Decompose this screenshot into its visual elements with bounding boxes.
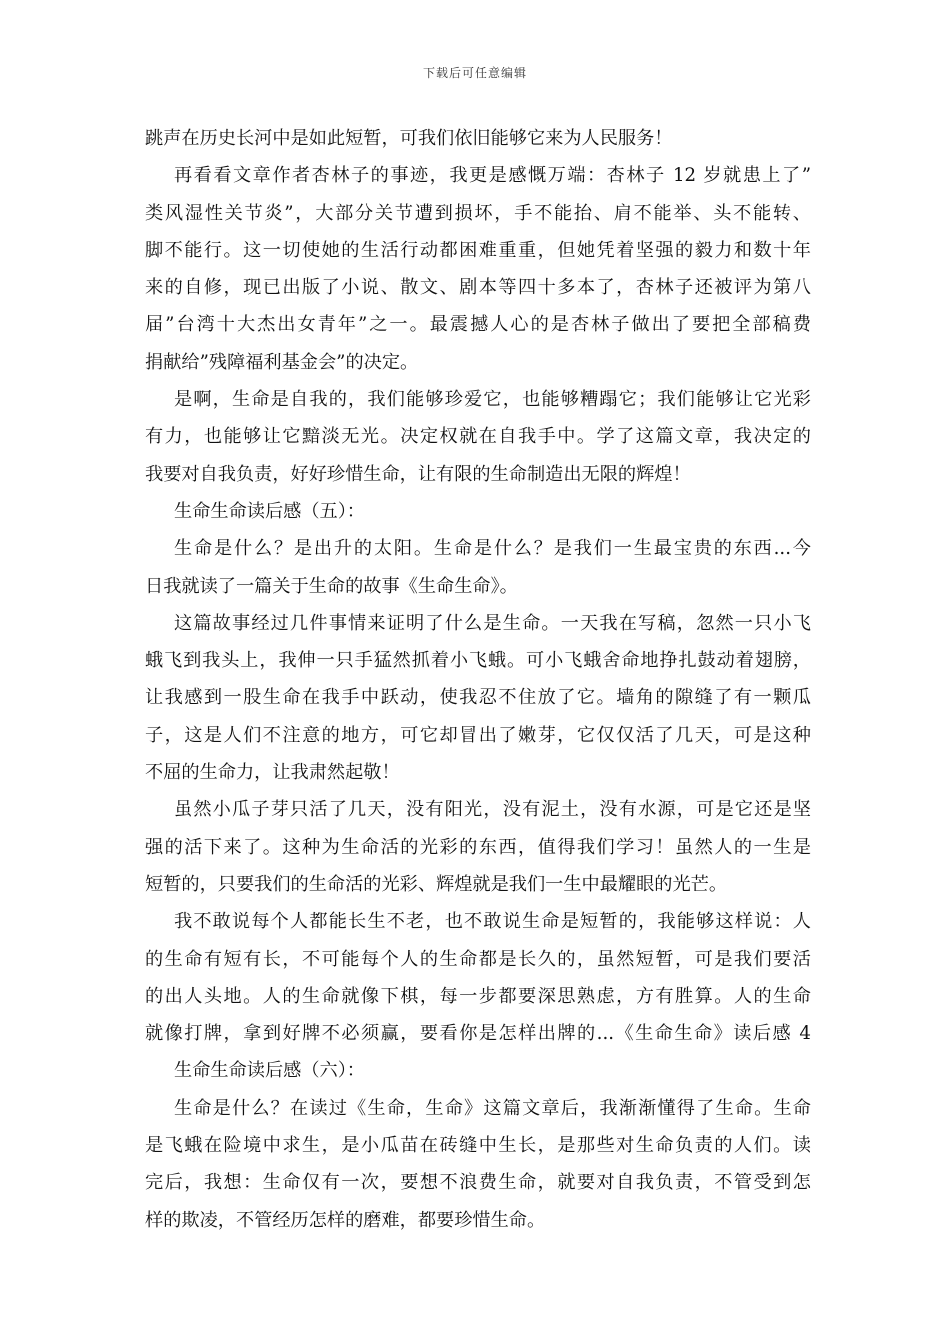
text-line-4: 脚不能行。这一切使她的生活行动都困难重重，但她凭着坚强的毅力和数十年 (145, 239, 811, 261)
section-heading-5: 生命生命读后感（五）： (174, 500, 365, 522)
text-line-14: 这篇故事经过几件事情来证明了什么是生命。一天我在写稿，忽然一只小飞 (174, 612, 811, 634)
text-line-1: 跳声在历史长河中是如此短暂，可我们依旧能够它来为人民服务！ (145, 128, 673, 149)
page-header: 下载后可任意编辑 (422, 66, 527, 80)
text-line-7: 捐献给”残障福利基金会”的决定。 (145, 351, 419, 373)
text-line-9: 有力，也能够让它黯淡无光。决定权就在自我手中。学了这篇文章，我决定的 (145, 426, 811, 448)
document-body (145, 120, 811, 1239)
text-line-28: 是飞蛾在险境中求生，是小瓜苗在砖缝中生长，是那些对生命负责的人们。读 (145, 1135, 811, 1157)
text-line-3: 类风湿性关节炎”，大部分关节遭到损坏，手不能抬、肩不能举、头不能转、 (145, 202, 811, 224)
text-line-22: 我不敢说每个人都能长生不老，也不敢说生命是短暂的，我能够这样说：人 (174, 911, 811, 933)
text-line-20: 强的活下来了。这种为生命活的光彩的东西，值得我们学习！虽然人的一生是 (145, 836, 811, 858)
text-line-17: 子，这是人们不注意的地方，可它却冒出了嫩芽，它仅仅活了几天，可是这种 (145, 724, 811, 746)
text-line-6: 届”台湾十大杰出女青年”之一。最震撼人心的是杏林子做出了要把全部稿费 (145, 314, 811, 336)
text-line-15: 蛾飞到我头上，我伸一只手猛然抓着小飞蛾。可小飞蛾舍命地挣扎鼓动着翅膀， (145, 650, 811, 672)
text-line-23: 的生命有短有长，不可能每个人的生命都是长久的，虽然短暂，可是我们要活 (145, 948, 811, 970)
section-heading-6: 生命生命读后感（六）： (174, 1060, 365, 1082)
text-line-30: 样的欺凌，不管经历怎样的磨难，都要珍惜生命。 (145, 1209, 546, 1231)
text-line-5: 来的自修，现已出版了小说、散文、剧本等四十多本了，杏林子还被评为第八 (145, 277, 811, 299)
text-line-12: 生命是什么？是出升的太阳。生命是什么？是我们一生最宝贵的东西...今 (174, 538, 811, 560)
text-line-21: 短暂的，只要我们的生命活的光彩、辉煌就是我们一生中最耀眼的光芒。 (145, 873, 728, 895)
text-line-10: 我要对自我负责，好好珍惜生命，让有限的生命制造出无限的辉煌！ (145, 463, 691, 485)
text-line-13: 日我就读了一篇关于生命的故事《生命生命》。 (145, 575, 518, 597)
text-line-18: 不屈的生命力，让我肃然起敬！ (145, 762, 400, 784)
text-line-25: 就像打牌，拿到好牌不必须赢，要看你是怎样出牌的...《生命生命》读后感 4 (145, 1023, 811, 1045)
text-line-24: 的出人头地。人的生命就像下棋，每一步都要深思熟虑，方有胜算。人的生命 (145, 985, 811, 1007)
text-line-16: 让我感到一股生命在我手中跃动，使我忍不住放了它。墙角的隙缝了有一颗瓜 (145, 687, 811, 709)
text-line-19: 虽然小瓜子芽只活了几天，没有阳光，没有泥土，没有水源，可是它还是坚 (174, 799, 811, 821)
text-line-8: 是啊，生命是自我的，我们能够珍爱它，也能够糟蹋它；我们能够让它光彩 (174, 389, 811, 411)
text-line-29: 完后，我想：生命仅有一次，要想不浪费生命，就要对自我负责，不管受到怎 (145, 1172, 811, 1194)
text-line-2: 再看看文章作者杏林子的事迹，我更是感慨万端：杏林子 12 岁就患上了” (174, 165, 811, 187)
text-line-27: 生命是什么？在读过《生命，生命》这篇文章后，我渐渐懂得了生命。生命 (174, 1097, 811, 1119)
